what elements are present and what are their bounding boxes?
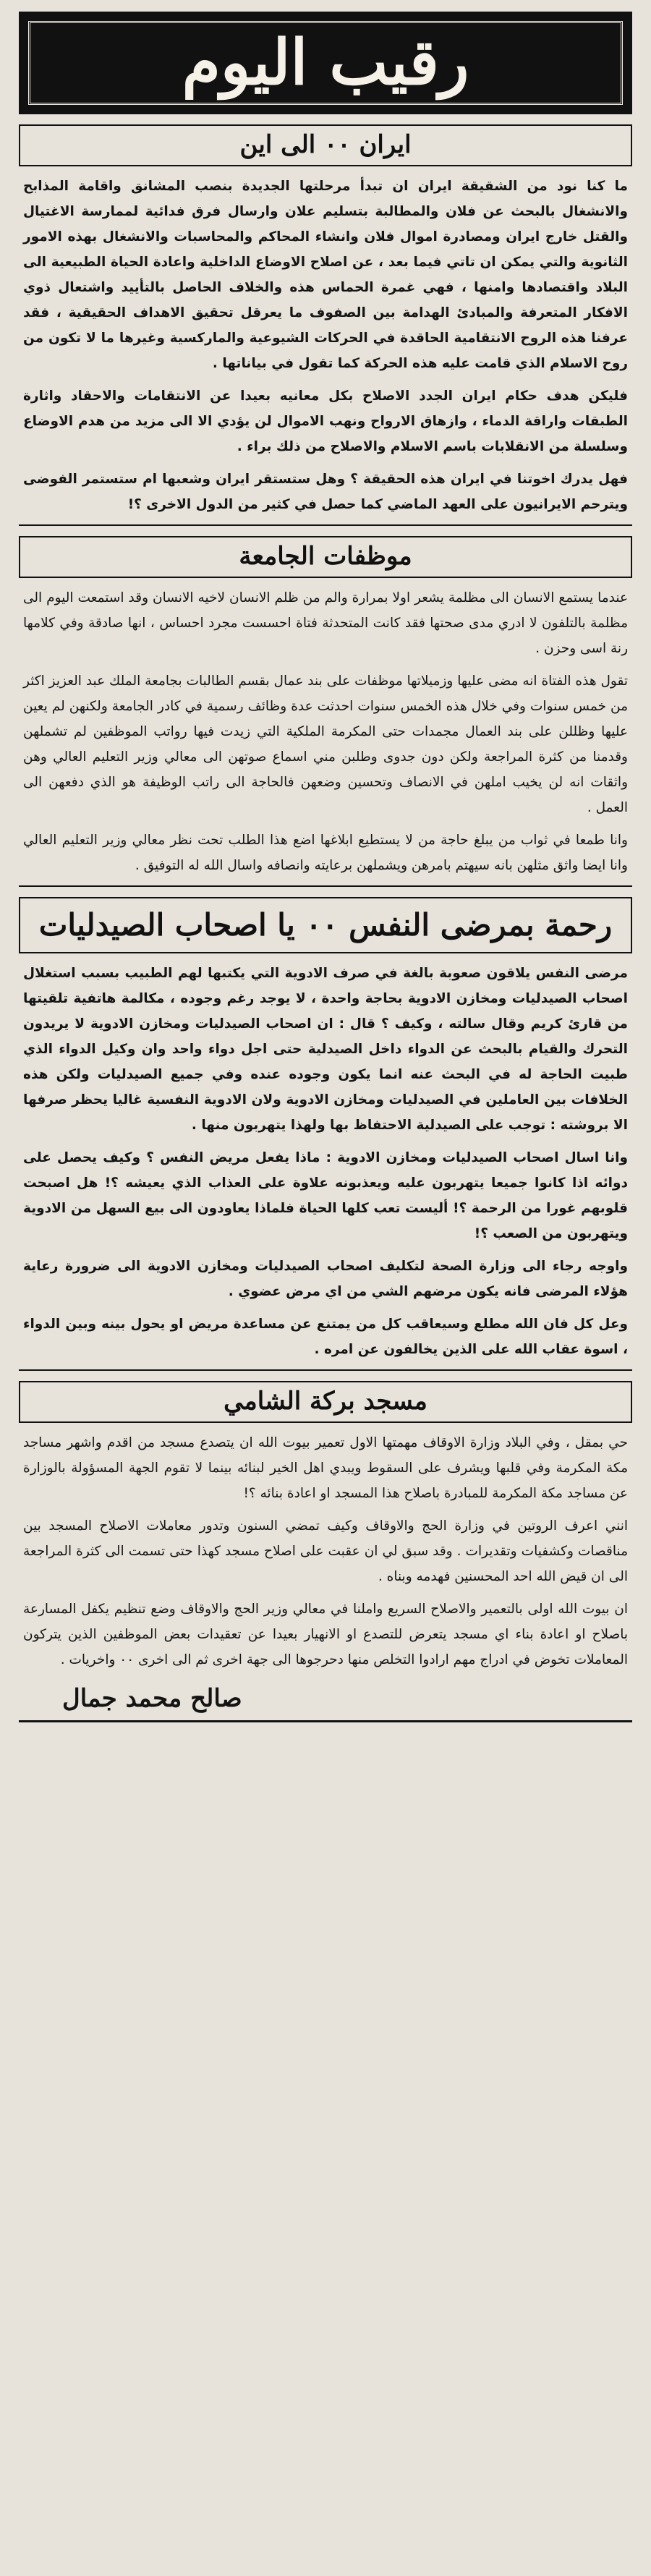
article-paragraph: وانا طمعا في ثواب من يبلغ حاجة من لا يستطيع ابلاغها اضع هذا الطلب تحت نظر معالي وزير التعليم العالي وانا ايضا واثق مثلهن بانه سيهتم بامرهن ويشملهن برعايته وانصافه واسال الله له التوفيق .	[23, 833, 628, 873]
headline-box	[19, 1381, 632, 1423]
article-iran	[19, 124, 632, 526]
headline-box	[19, 124, 632, 166]
article-paragraph: مرضى النفس يلاقون صعوبة بالغة في صرف الادوية التي يكتبها لهم الطبيب بسبب استغلال اصحاب الصيدليات ومخازن الادوية بحاجة واحدة ، لا يوجد رغم وجوده ، مكالمة هاتفية تلقيتها من قارئ كريم وقال سالته ، وكيف ؟ قال : ان اصحاب الصيدليات ومخازن الادوية لا يريدون التحرك والقيام بالبحث عن الدواء داخل الصيدلية حتى اجل دواء واحد وان وكيل الدواء الذي طبيت الحاجة له في البحث عنه انما يكون وجوده عنده وفي جميع الصيدليات ولكن هذه الخلافات بين العاملين في الصيدليات ومخازن الادوية ولان الادوية النفسية غاليا يحظر صرفها الا بروشته : توجب على الصيدلية الاحتفاظ بها ولهذا يتهربون منها .	[23, 966, 628, 1133]
article-paragraph: ان بيوت الله اولى بالتعمير والاصلاح السريع واملنا في معالي وزير الحج والاوقاف وضع تنظيم يكفل المسارعة باصلاح او اعادة بناء اي مسجد يتعرض للتصدع او الانهيار بعيدا عن تعقيدات بعض الموظفين الذين يتركون المعاملات تخوض في ادراج مهم ارادوا التخلص منها دحرجوها الى جهة اخرى ثم الى اخرى ٠٠ واخريات .	[23, 1602, 628, 1667]
article-headline: رحمة بمرضى النفس ٠٠ يا اصحاب الصيدليات	[38, 906, 613, 943]
article-paragraph: انني اعرف الروتين في وزارة الحج والاوقاف وكيف تمضي السنون وتدور معاملات الاصلاح المسجد بين مناقصات وكشفيات وتقديرات . وقد سبق لي ان عقبت على اصلاح مسجد كهذا حتى تسمت الى كثرة المراجعة الى ان قيض الله احد المحسنين فهدمه وبناه .	[23, 1518, 628, 1584]
article-paragraph: عندما يستمع الانسان الى مظلمة يشعر اولا بمرارة والم من ظلم الانسان لاخيه الانسان وقد استمعت اليوم الى مظلمة بالتلفون لا ادري مدى صحتها فقد كانت المتحدثة فتاة احسست مجرد احساس ، انها صادقة وفي كلامها رنة اسى وحزن .	[23, 590, 628, 656]
section-divider	[19, 524, 632, 526]
headline-box	[19, 536, 632, 578]
article-headline: مسجد بركة الشامي	[224, 1387, 427, 1416]
column-masthead	[19, 12, 632, 114]
article-paragraph: فهل يدرك اخوتنا في ايران هذه الحقيقة ؟ وهل ستستقر ايران وشعبها ام ستستمر الفوضى ويترحم الايرانيون على العهد الماضي كما حصل في كثير من الدول الاخرى ؟!	[23, 472, 628, 512]
article-pharmacies	[19, 897, 632, 1371]
article-headline: ايران ٠٠ الى اين	[239, 130, 412, 160]
headline-box	[19, 897, 632, 953]
article-paragraph: فليكن هدف حكام ايران الجدد الاصلاح بكل معانيه بعيدا عن الانتقامات والاحقاد واثارة الطبقات واراقة الدماء ، وازهاق الارواح ونهب الاموال لن يؤدي الا الى مزيد من هدم الاوضاع وسلسلة من الانقلابات باسم الاسلام والاصلاح من ذلك براء .	[23, 388, 628, 454]
section-divider	[19, 885, 632, 887]
article-university-employees	[19, 536, 632, 887]
article-paragraph: وعل كل فان الله مطلع وسيعاقب كل من يمتنع عن مساعدة مريض او يحول بينه وبين الدواء ، اسوة عقاب الله على الذين يخالفون عن امره .	[23, 1317, 628, 1357]
masthead-title: رقيب اليوم	[182, 26, 469, 99]
bottom-rule	[19, 1720, 632, 1722]
article-paragraph: وانا اسال اصحاب الصيدليات ومخازن الادوية : ماذا يفعل مريض النفس ؟ وكيف يحصل على دوائه اذا كانوا جميعا يتهربون عليه ويعذبونه علاوة على العذاب الذي يعيشه ؟! هل اصبحت قلوبهم غورا من الرحمة ؟! أليست تعب كلها الحياة فلماذا يعاودون الى بيع السهل من الادوية ويتهربون من الصعب ؟!	[23, 1150, 628, 1241]
article-mosque	[19, 1381, 632, 1672]
article-headline: موظفات الجامعة	[239, 542, 412, 571]
article-paragraph: واوجه رجاء الى وزارة الصحة لتكليف اصحاب الصيدليات ومخازن الادوية الى ضرورة رعاية هؤلاء المرضى فانه يكون مرضهم الشي من اي مرض عضوي .	[23, 1259, 628, 1299]
article-paragraph: تقول هذه الفتاة انه مضى عليها وزميلاتها موظفات على بند عمال بقسم الطالبات بجامعة الملك عبد العزيز اكثر من خمس سنوات وفي خلال هذه الخمس سنوات احدثت عدة وظائف رسمية في كادر الجامعة ولكنهن لم يعين عليها وظللن على بند العمال مجمدات حتى المكرمة الملكية التي زيدت فيها رواتب الموظفين لم تشملهن وقدمنا من كثرة المراجعة ولكن دون جدوى وطلبن مني اسماع صوتهن الى معالي وزير التعليم العالي وهن واثقات انه لن يخيب املهن في الانصاف وتحسين وضعهن فالحاجة الى راتب الوظيفة هو الذي دفعهن الى العمل .	[23, 673, 628, 815]
section-divider	[19, 1369, 632, 1371]
author-signature: صالح محمد جمال	[62, 1684, 242, 1713]
article-paragraph: ما كنا نود من الشقيقة ايران ان تبدأ مرحلتها الجديدة بنصب المشانق واقامة المذابح والانشغال بالبحث عن فلان والمطالبة بتسليم علان وارسال فرق فدائية لممارسة الاغتيال والقتل خارج ايران ومصادرة اموال فلان وانشاء المحاكم والمحاسبات والانشغال بهذه الامور الثانوية والتي يمكن ان تاتي فيما بعد ، عن اصلاح الاوضاع الداخلية واعادة الحياة الطبيعية الى البلاد واقتصادها وامنها ، فهي غمرة الحماس هذه والخلاف الحاصل بالتأييد واشتعال ذوي الافكار المتعرفة والمبادئ الهدامة بين الصفوف ما يعرقل تحقيق الاهداف الحقيقية ، فقد عرفنا هذه الروح الانتقامية الحاقدة في الحركات الشيوعية والماركسية وغيرها ما لا تكون من روح الاسلام الذي قامت عليه هذه الحركة كما تقول في بياناتها .	[23, 179, 628, 371]
article-paragraph: حي بمقل ، وفي البلاد وزارة الاوقاف مهمتها الاول تعمير بيوت الله ان يتصدع مسجد من اقدم واشهر مساجد مكة المكرمة وفي قلبها ويشرف على السقوط ويبدي اهل الخير لبنائه بينما لا تقوم الجهة المسؤولة بالوزارة عن مساجد مكة المكرمة للمبادرة باصلاح هذا المسجد او اعادة بنائه ؟!	[23, 1435, 628, 1501]
